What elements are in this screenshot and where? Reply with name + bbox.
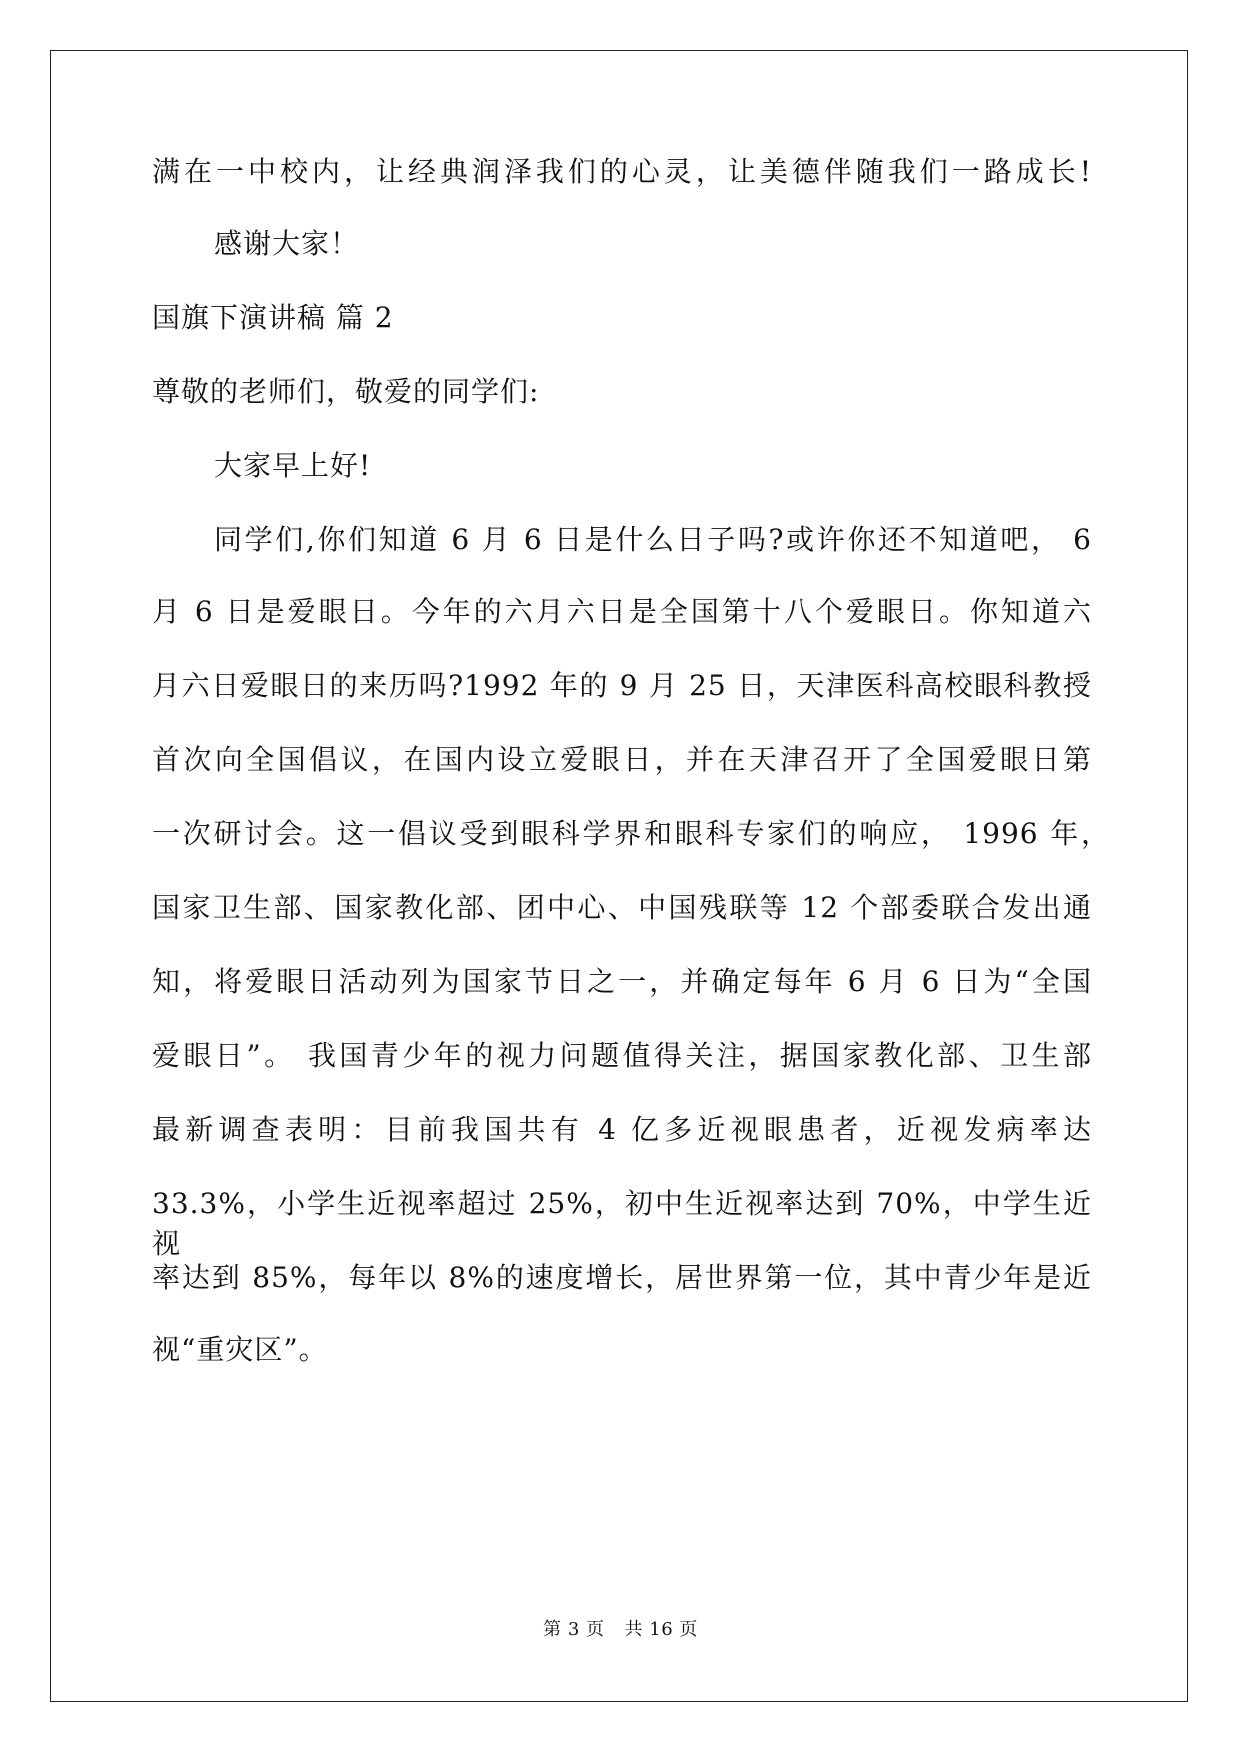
text-line: 感谢大家！ [214, 227, 360, 260]
text-line: 满在一中校内，让经典润泽我们的心灵，让美德伴随我们一路成长! [152, 155, 1092, 188]
text-line: 爱眼日”。 我国青少年的视力问题值得关注，据国家教化部、卫生部 [152, 1039, 1092, 1072]
text-line: 最新调查表明：目前我国共有 4 亿多近视眼患者，近视发病率达 [152, 1113, 1092, 1146]
page-number: 第 3 页 [543, 1619, 605, 1640]
text-line: 国家卫生部、国家教化部、团中心、中国残联等 12 个部委联合发出通 [152, 891, 1092, 924]
text-line: 知，将爱眼日活动列为国家节日之一，并确定每年 6 月 6 日为“全国 [152, 965, 1092, 998]
greeting: 大家早上好! [214, 449, 372, 482]
text-line: 率达到 85%，每年以 8%的速度增长，居世界第一位，其中青少年是近 [152, 1261, 1092, 1294]
text-line: 首次向全国倡议，在国内设立爱眼日，并在天津召开了全国爱眼日第 [152, 743, 1092, 776]
section-heading: 国旗下演讲稿 篇 2 [152, 301, 394, 334]
salutation: 尊敬的老师们，敬爱的同学们: [152, 375, 540, 408]
text-line: 同学们,你们知道 6 月 6 日是什么日子吗?或许你还不知道吧， 6 [214, 523, 1092, 556]
page-footer [0, 1618, 1241, 1642]
text-line: 月六日爱眼日的来历吗?1992 年的 9 月 25 日，天津医科高校眼科教授 [152, 669, 1092, 702]
text-line: 月 6 日是爱眼日。今年的六月六日是全国第十八个爱眼日。你知道六 [152, 595, 1092, 628]
text-line: 33.3%，小学生近视率超过 25%，初中生近视率达到 70%，中学生近视 [152, 1187, 1092, 1260]
page-total: 共 16 页 [624, 1619, 698, 1640]
text-line: 一次研讨会。这一倡议受到眼科学界和眼科专家们的响应， 1996 年， [152, 817, 1110, 850]
text-line: 视“重灾区”。 [152, 1333, 328, 1366]
